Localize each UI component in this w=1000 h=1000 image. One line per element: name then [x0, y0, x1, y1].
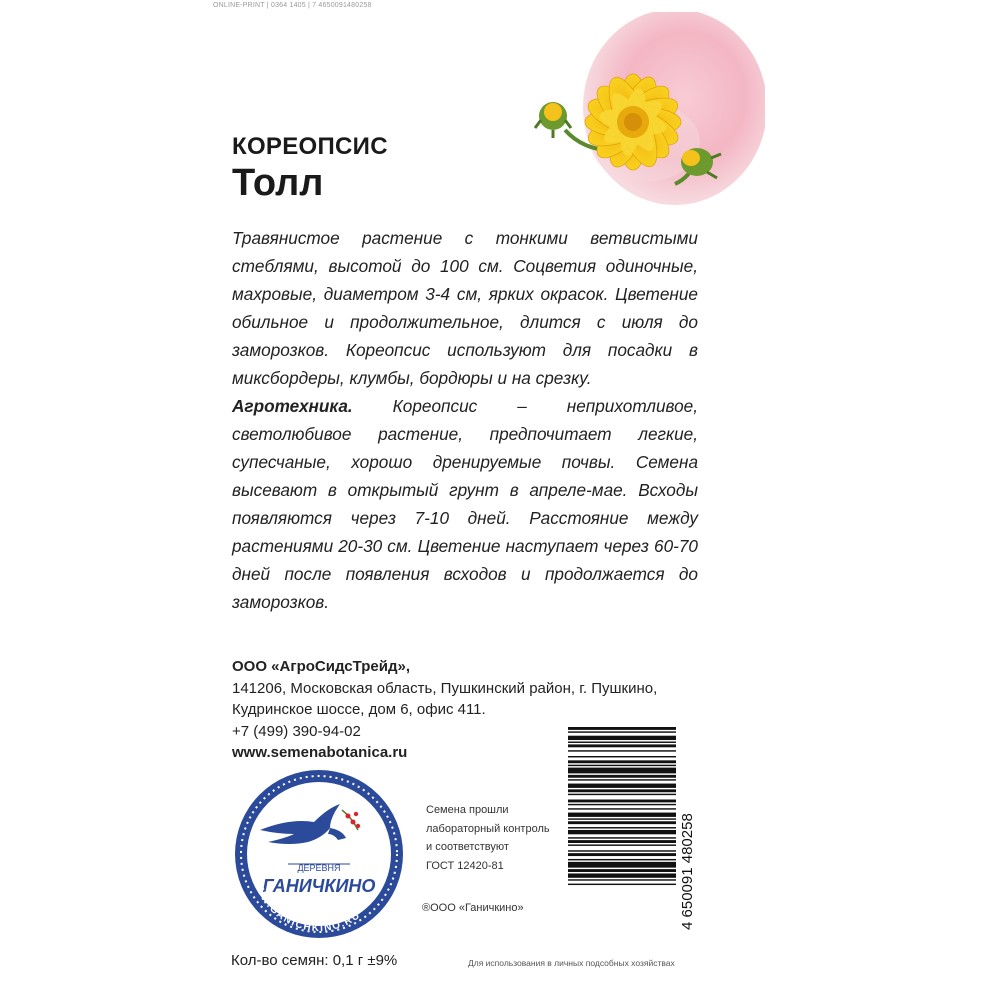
barcode-bar: [568, 768, 676, 774]
barcode-bar: [568, 844, 676, 845]
barcode-bar: [568, 784, 676, 788]
description-intro: Травянистое растение с тонкими ветвистыми стеблями, высотой до 100 см. Соцветия одиночные, махровые, диаметром 3-4 см, ярких окрасок. Цветение обильное и продолжительное, длится с июля до заморозков. Кореопсис используют для посадки в миксбордеры, клумбы, бордюры и на срезку.: [232, 228, 698, 388]
agrotechnics-label: Агротехника.: [232, 396, 353, 416]
cert-line-4: ГОСТ 12420-81: [426, 859, 504, 872]
barcode-bar: [568, 744, 676, 747]
barcode-bar: [568, 765, 676, 766]
barcode-bar: [568, 830, 676, 834]
barcode-number: 4 650091 480258: [679, 813, 696, 930]
logo-main-word: ГАНИЧКИНО: [262, 876, 376, 896]
barcode-bar: [568, 779, 676, 780]
description: [232, 224, 698, 616]
barcode-bar: [568, 794, 676, 795]
agrotechnics-text: Кореопсис – неприхотливое, светолюбивое растение, предпочитает легкие, супесчаные, хорошо дренируемые почвы. Семена высевают в открытый грунт в апреле-мае. Всходы появляются через 7-10 дней. Расстояние между растениями 20-30 см. Цветение наступает через 60-70 дней после появления всходов и продолжается до заморозков.: [232, 396, 698, 612]
top-fine-print: ONLINE-PRINT | 0364 1405 | 7 4650091480258: [213, 2, 372, 9]
logo-top-word: ДЕРЕВНЯ: [297, 863, 341, 873]
company-address-line1: 141206, Московская область, Пушкинский район, г. Пушкино,: [232, 679, 658, 697]
barcode-bar: [568, 850, 676, 851]
coreopsis-flower-illustration: [525, 12, 765, 222]
barcode-bar: [568, 840, 676, 843]
barcode-bar: [568, 827, 676, 828]
company-address-line2: Кудринское шоссе, дом 6, офис 411.: [232, 701, 486, 718]
barcode-bars: [568, 727, 676, 885]
barcode-bar: [568, 884, 676, 885]
barcode-bar: [568, 862, 676, 868]
barcode-bar: [568, 731, 676, 732]
barcode-bar: [568, 756, 676, 757]
barcode-bar: [568, 808, 676, 809]
barcode-bar: [568, 804, 676, 805]
barcode-bar: [568, 727, 676, 730]
barcode-bar: [568, 789, 676, 792]
barcode-bar: [568, 869, 676, 872]
barcode-bar: [568, 736, 676, 740]
barcode-bar: [568, 775, 676, 778]
product-genus: КОРЕОПСИС: [232, 133, 388, 160]
barcode-bar: [568, 760, 676, 763]
barcode-bar: [568, 859, 676, 860]
cert-line-1: Семена прошли: [426, 804, 509, 816]
barcode-bar: [568, 821, 676, 824]
barcode: [568, 725, 698, 935]
certification-notice: [426, 801, 550, 875]
logo-ring-text: WWW.GANICHKINO.RU: [250, 874, 363, 935]
ganichkino-logo: [230, 768, 408, 940]
company-website[interactable]: www.semenabotanica.ru: [232, 744, 408, 761]
barcode-bar: [568, 879, 676, 880]
barcode-bar: [568, 750, 676, 751]
barcode-bar: [568, 853, 676, 856]
agrotechnics-paragraph: [232, 392, 698, 616]
personal-use-note: Для использования в личных подсобных хозяйствах: [468, 958, 675, 968]
cert-line-2: лабораторный контроль: [426, 822, 550, 835]
barcode-bar: [568, 800, 676, 803]
barcode-bar: [568, 873, 676, 877]
copyright: ®ООО «Ганичкино»: [422, 902, 524, 914]
barcode-bar: [568, 837, 676, 838]
barcode-bar: [568, 742, 676, 743]
company-name: ООО «АгроСидсТрейд»,: [232, 658, 410, 675]
barcode-bar: [568, 818, 676, 819]
cert-line-3: и соответствуют: [426, 841, 509, 853]
seed-quantity: Кол-во семян: 0,1 г ±9%: [231, 952, 398, 969]
company-phone: +7 (499) 390-94-02: [232, 722, 361, 740]
product-variety: Толл: [232, 162, 324, 204]
barcode-bar: [568, 813, 676, 817]
